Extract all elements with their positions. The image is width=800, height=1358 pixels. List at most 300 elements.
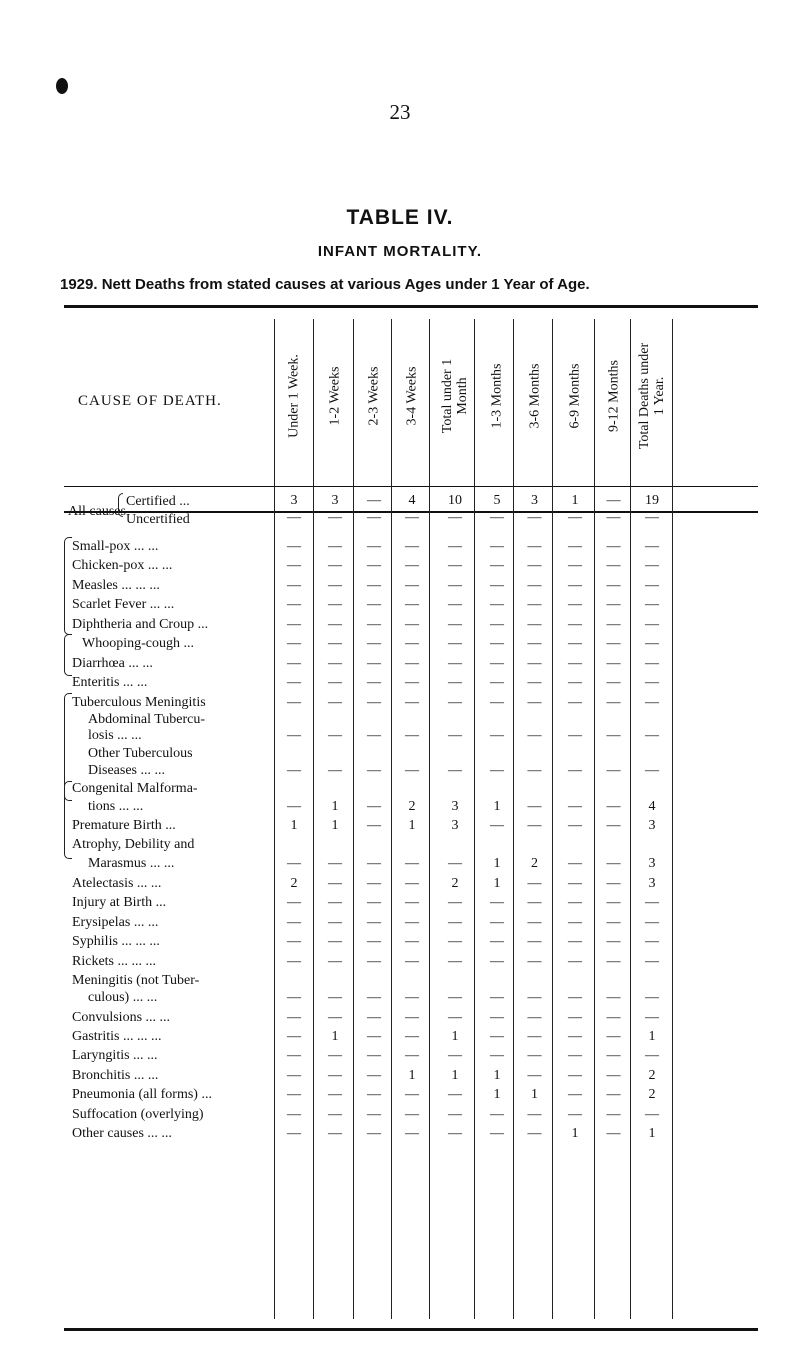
table-cell: — bbox=[328, 636, 342, 651]
row-label: Marasmus ... ... bbox=[88, 856, 175, 871]
column-header-text: 2-3 Weeks bbox=[366, 366, 382, 425]
table-cell: — bbox=[287, 1068, 301, 1083]
table-cell: 1 bbox=[648, 1029, 656, 1044]
table-cell: — bbox=[568, 675, 582, 690]
table-cell: — bbox=[568, 1010, 582, 1025]
all-causes-uncertified-cell: — bbox=[568, 510, 582, 525]
table-subtitle: INFANT MORTALITY. bbox=[317, 243, 483, 260]
table-cell: — bbox=[645, 695, 659, 710]
table-cell: — bbox=[367, 1048, 381, 1063]
table-cell: — bbox=[527, 990, 542, 1005]
group-brace bbox=[64, 634, 72, 676]
table-cell: — bbox=[568, 915, 582, 930]
table-cell: — bbox=[448, 675, 462, 690]
table-cell: — bbox=[367, 818, 381, 833]
row-label: Enteritis ... ... bbox=[72, 675, 148, 690]
table-cell: — bbox=[367, 763, 381, 778]
table-cell: — bbox=[490, 1010, 504, 1025]
row-label: Erysipelas ... ... bbox=[72, 915, 159, 930]
table-cell: 4 bbox=[648, 799, 656, 814]
table-cell: — bbox=[367, 597, 381, 612]
table-cell: — bbox=[405, 1048, 419, 1063]
table-cell: — bbox=[448, 934, 462, 949]
table-cell: 3 bbox=[648, 876, 656, 891]
table-cell: — bbox=[490, 915, 504, 930]
table-cell: — bbox=[448, 763, 462, 778]
column-header-3-4-weeks bbox=[397, 323, 427, 468]
table-cell: — bbox=[645, 728, 659, 743]
table-cell: — bbox=[490, 990, 504, 1005]
table-cell: — bbox=[328, 597, 342, 612]
table-cell: — bbox=[568, 799, 582, 814]
table-cell: — bbox=[287, 558, 301, 573]
table-cell: — bbox=[568, 597, 582, 612]
table-cell: — bbox=[287, 915, 301, 930]
table-cell: — bbox=[568, 1107, 582, 1122]
table-cell: — bbox=[405, 636, 419, 651]
column-header-6-9-months bbox=[560, 323, 590, 468]
table-cell: — bbox=[367, 1010, 381, 1025]
row-label: losis ... ... bbox=[88, 728, 142, 743]
all-causes-certified-cell: — bbox=[606, 493, 621, 508]
table-cell: — bbox=[645, 1048, 659, 1063]
table-cell: — bbox=[606, 539, 621, 554]
ink-blot bbox=[56, 78, 68, 94]
table-cell: — bbox=[405, 1087, 419, 1102]
group-brace bbox=[64, 537, 72, 635]
table-cell: — bbox=[448, 1107, 462, 1122]
table-cell: — bbox=[367, 539, 381, 554]
table-cell: — bbox=[490, 1029, 504, 1044]
column-header-text: 9-12 Months bbox=[606, 359, 621, 432]
table-cell: — bbox=[568, 578, 582, 593]
table-cell: — bbox=[527, 539, 542, 554]
all-causes-uncertified-cell: — bbox=[645, 510, 659, 525]
table-cell: 1 bbox=[493, 876, 501, 891]
table-cell: 2 bbox=[648, 1087, 656, 1102]
row-label: Premature Birth ... bbox=[72, 818, 176, 833]
table-cell: — bbox=[448, 728, 462, 743]
table-cell: — bbox=[568, 818, 582, 833]
table-cell: 3 bbox=[451, 818, 459, 833]
all-causes-uncertified-cell: — bbox=[490, 510, 504, 525]
table-cell: — bbox=[490, 728, 504, 743]
table-cell: — bbox=[287, 578, 301, 593]
table-cell: — bbox=[405, 895, 419, 910]
table-cell: — bbox=[448, 954, 462, 969]
column-header-text: 3-4 Weeks bbox=[404, 366, 420, 425]
table-cell: — bbox=[367, 934, 381, 949]
table-cell: — bbox=[287, 954, 301, 969]
column-header-1-2-weeks bbox=[320, 323, 350, 468]
table-cell: — bbox=[287, 728, 301, 743]
table-cell: — bbox=[568, 636, 582, 651]
table-cell: — bbox=[606, 695, 621, 710]
row-label: Small-pox ... ... bbox=[72, 539, 159, 554]
column-rule bbox=[594, 319, 595, 1319]
all-causes-uncertified-cell: — bbox=[606, 510, 621, 525]
table-cell: — bbox=[606, 1107, 621, 1122]
row-label: Congenital Malforma- bbox=[72, 781, 198, 796]
row-label: tions ... ... bbox=[88, 799, 144, 814]
table-cell: — bbox=[527, 1010, 542, 1025]
row-label: Whooping-cough ... bbox=[82, 636, 194, 651]
all-causes-uncertified-cell: — bbox=[328, 510, 342, 525]
table-cell: — bbox=[645, 954, 659, 969]
table-cell: — bbox=[367, 1126, 381, 1141]
table-cell: — bbox=[527, 728, 542, 743]
table-cell: — bbox=[645, 578, 659, 593]
table-cell: — bbox=[405, 876, 419, 891]
column-rule bbox=[630, 319, 631, 1319]
table-cell: 1 bbox=[331, 1029, 339, 1044]
row-label: Laryngitis ... ... bbox=[72, 1048, 158, 1063]
row-label: Pneumonia (all forms) ... bbox=[72, 1087, 212, 1102]
table-cell: — bbox=[367, 954, 381, 969]
table-bottom-rule bbox=[64, 1328, 758, 1331]
table-cell: 1 bbox=[408, 818, 416, 833]
table-cell: — bbox=[287, 695, 301, 710]
table-cell: — bbox=[287, 617, 301, 632]
table-cell: 1 bbox=[331, 818, 339, 833]
table-cell: — bbox=[568, 728, 582, 743]
all-causes-certified-cell: 10 bbox=[448, 493, 462, 508]
all-causes-certified-cell: 3 bbox=[531, 493, 538, 508]
row-label: Measles ... ... ... bbox=[72, 578, 160, 593]
row-label: Other causes ... ... bbox=[72, 1126, 172, 1141]
row-label: Atrophy, Debility and bbox=[72, 837, 195, 852]
table-cell: — bbox=[645, 915, 659, 930]
table-cell: — bbox=[405, 558, 419, 573]
table-cell: 1 bbox=[531, 1087, 538, 1102]
column-header-text: Under 1 Week. bbox=[286, 353, 302, 438]
row-label: Diarrhœa ... ... bbox=[72, 656, 153, 671]
table-cell: — bbox=[367, 656, 381, 671]
table-cell: — bbox=[448, 636, 462, 651]
table-cell: — bbox=[287, 597, 301, 612]
column-header-text: Total Deaths under 1 Year. bbox=[637, 342, 667, 449]
row-label: Chicken-pox ... ... bbox=[72, 558, 173, 573]
table-cell: 3 bbox=[648, 818, 656, 833]
table-cell: — bbox=[606, 1126, 621, 1141]
table-cell: 2 bbox=[648, 1068, 656, 1083]
table-cell: — bbox=[328, 728, 342, 743]
table-cell: — bbox=[448, 656, 462, 671]
table-cell: — bbox=[645, 763, 659, 778]
table-cell: 2 bbox=[290, 876, 298, 891]
table-cell: — bbox=[568, 1087, 582, 1102]
all-causes-certified-cell: 19 bbox=[645, 493, 659, 508]
table-cell: — bbox=[606, 597, 621, 612]
table-cell: — bbox=[405, 915, 419, 930]
table-cell: — bbox=[448, 1087, 462, 1102]
all-causes-certified-cell: 4 bbox=[408, 493, 416, 508]
all-causes-certified-cell: 3 bbox=[290, 493, 298, 508]
table-cell: — bbox=[328, 675, 342, 690]
group-brace bbox=[64, 781, 72, 859]
table-cell: — bbox=[645, 636, 659, 651]
page-number: 23 bbox=[389, 100, 411, 124]
all-causes-uncertified-cell: — bbox=[287, 510, 301, 525]
table-cell: — bbox=[490, 1107, 504, 1122]
table-cell: — bbox=[606, 915, 621, 930]
table-cell: — bbox=[328, 895, 342, 910]
table-cell: — bbox=[490, 1126, 504, 1141]
table-cell: 3 bbox=[648, 856, 656, 871]
table-cell: — bbox=[568, 695, 582, 710]
table-cell: — bbox=[448, 895, 462, 910]
column-rule bbox=[353, 319, 354, 1319]
all-causes-certified-cell: 5 bbox=[493, 493, 501, 508]
table-cell: — bbox=[568, 558, 582, 573]
table-cell: — bbox=[490, 636, 504, 651]
all-causes-certified-label: Certified ... bbox=[126, 494, 190, 509]
table-cell: 1 bbox=[571, 1126, 579, 1141]
table-cell: — bbox=[606, 876, 621, 891]
row-label: Atelectasis ... ... bbox=[72, 876, 162, 891]
table-cell: — bbox=[287, 1010, 301, 1025]
table-cell: 1 bbox=[493, 856, 501, 871]
table-cell: — bbox=[527, 558, 542, 573]
table-cell: — bbox=[328, 656, 342, 671]
table-cell: — bbox=[448, 990, 462, 1005]
table-cell: — bbox=[367, 558, 381, 573]
all-causes-uncertified-cell: — bbox=[367, 510, 381, 525]
table-cell: — bbox=[405, 597, 419, 612]
table-cell: — bbox=[645, 617, 659, 632]
row-label: Meningitis (not Tuber- bbox=[72, 973, 200, 988]
table-cell: — bbox=[367, 990, 381, 1005]
table-cell: — bbox=[490, 695, 504, 710]
table-cell: — bbox=[490, 617, 504, 632]
table-cell: — bbox=[527, 1068, 542, 1083]
table-cell: — bbox=[490, 818, 504, 833]
table-cell: — bbox=[527, 934, 542, 949]
table-cell: — bbox=[287, 675, 301, 690]
table-cell: — bbox=[367, 1068, 381, 1083]
column-header-total-under-1-month bbox=[440, 323, 470, 468]
table-cell: — bbox=[287, 1087, 301, 1102]
table-cell: — bbox=[328, 1068, 342, 1083]
table-cell: — bbox=[568, 1048, 582, 1063]
column-header-total-deaths-under-1-year bbox=[637, 323, 667, 468]
table-cell: — bbox=[568, 895, 582, 910]
all-causes-certified-cell: 1 bbox=[571, 493, 579, 508]
table-cell: — bbox=[328, 1126, 342, 1141]
table-cell: — bbox=[448, 695, 462, 710]
table-cell: — bbox=[568, 763, 582, 778]
table-cell: — bbox=[328, 1048, 342, 1063]
table-cell: — bbox=[645, 934, 659, 949]
table-cell: — bbox=[527, 895, 542, 910]
table-cell: — bbox=[287, 990, 301, 1005]
table-cell: 1 bbox=[451, 1029, 459, 1044]
table-cell: — bbox=[568, 876, 582, 891]
table-cell: — bbox=[287, 1126, 301, 1141]
column-header-2-3-weeks bbox=[359, 323, 389, 468]
table-cell: — bbox=[606, 818, 621, 833]
row-label: Diseases ... ... bbox=[88, 763, 165, 778]
table-cell: — bbox=[287, 934, 301, 949]
row-label: Convulsions ... ... bbox=[72, 1010, 171, 1025]
row-label: Scarlet Fever ... ... bbox=[72, 597, 175, 612]
table-cell: — bbox=[405, 1107, 419, 1122]
table-top-rule bbox=[64, 305, 758, 308]
table-cell: — bbox=[527, 617, 542, 632]
table-cell: — bbox=[367, 1087, 381, 1102]
table-cell: — bbox=[367, 915, 381, 930]
table-cell: 1 bbox=[493, 1087, 501, 1102]
row-label: Gastritis ... ... ... bbox=[72, 1029, 162, 1044]
column-header-text: Total under 1 Month bbox=[440, 358, 470, 433]
table-cell: — bbox=[606, 636, 621, 651]
all-causes-uncertified-label: Uncertified bbox=[126, 512, 190, 527]
row-label: Syphilis ... ... ... bbox=[72, 934, 160, 949]
table-cell: — bbox=[490, 763, 504, 778]
table-cell: — bbox=[527, 1029, 542, 1044]
table-cell: — bbox=[568, 954, 582, 969]
table-cell: — bbox=[645, 1010, 659, 1025]
table-cell: — bbox=[405, 763, 419, 778]
table-cell: — bbox=[568, 856, 582, 871]
table-note: 1929. Nett Deaths from stated causes at various Ages under 1 Year of Age. bbox=[60, 276, 590, 293]
table-cell: — bbox=[367, 799, 381, 814]
table-cell: — bbox=[448, 1010, 462, 1025]
row-label: Abdominal Tubercu- bbox=[88, 712, 206, 727]
table-cell: — bbox=[527, 695, 542, 710]
table-cell: — bbox=[490, 656, 504, 671]
table-cell: — bbox=[568, 617, 582, 632]
table-cell: — bbox=[328, 876, 342, 891]
table-cell: — bbox=[287, 636, 301, 651]
table-cell: — bbox=[367, 728, 381, 743]
all-causes-uncertified-cell: — bbox=[405, 510, 419, 525]
table-cell: — bbox=[606, 895, 621, 910]
table-cell: — bbox=[568, 1068, 582, 1083]
table-cell: — bbox=[367, 1029, 381, 1044]
table-cell: — bbox=[328, 558, 342, 573]
table-cell: — bbox=[527, 876, 542, 891]
table-cell: — bbox=[568, 539, 582, 554]
table-cell: — bbox=[606, 1087, 621, 1102]
table-cell: — bbox=[490, 539, 504, 554]
table-cell: — bbox=[328, 695, 342, 710]
table-cell: — bbox=[287, 656, 301, 671]
column-header-text: 1-3 Months bbox=[489, 363, 505, 428]
table-cell: — bbox=[328, 990, 342, 1005]
column-rule bbox=[313, 319, 314, 1319]
table-cell: — bbox=[645, 990, 659, 1005]
table-cell: — bbox=[645, 895, 659, 910]
row-label: Rickets ... ... ... bbox=[72, 954, 156, 969]
table-cell: — bbox=[645, 1107, 659, 1122]
table-cell: — bbox=[405, 656, 419, 671]
table-cell: 2 bbox=[531, 856, 538, 871]
row-label: Tuberculous Meningitis bbox=[72, 695, 206, 710]
table-cell: — bbox=[367, 636, 381, 651]
table-cell: — bbox=[448, 1048, 462, 1063]
table-cell: — bbox=[527, 763, 542, 778]
table-cell: — bbox=[367, 695, 381, 710]
column-header-1-3-months bbox=[482, 323, 512, 468]
table-cell: — bbox=[328, 763, 342, 778]
table-cell: 3 bbox=[451, 799, 459, 814]
table-cell: — bbox=[606, 954, 621, 969]
table-cell: — bbox=[527, 954, 542, 969]
table-cell: 1 bbox=[451, 1068, 459, 1083]
row-label: culous) ... ... bbox=[88, 990, 158, 1005]
table-cell: — bbox=[448, 539, 462, 554]
table-cell: — bbox=[606, 763, 621, 778]
column-header-9-12-months bbox=[599, 323, 629, 468]
table-cell: — bbox=[527, 656, 542, 671]
table-cell: — bbox=[328, 539, 342, 554]
table-cell: 1 bbox=[648, 1126, 656, 1141]
table-cell: — bbox=[490, 675, 504, 690]
table-cell: — bbox=[606, 990, 621, 1005]
table-cell: — bbox=[606, 578, 621, 593]
table-cell: — bbox=[527, 915, 542, 930]
all-causes-certified-cell: 3 bbox=[331, 493, 339, 508]
table-cell: — bbox=[328, 1087, 342, 1102]
table-cell: — bbox=[606, 675, 621, 690]
table-cell: — bbox=[287, 539, 301, 554]
table-cell: — bbox=[287, 799, 301, 814]
table-cell: — bbox=[405, 990, 419, 1005]
table-cell: — bbox=[328, 578, 342, 593]
table-cell: — bbox=[568, 1029, 582, 1044]
row-label: Injury at Birth ... bbox=[72, 895, 167, 910]
table-cell: 2 bbox=[451, 876, 459, 891]
table-cell: — bbox=[527, 597, 542, 612]
table-cell: — bbox=[405, 1126, 419, 1141]
table-cell: — bbox=[448, 558, 462, 573]
table-cell: — bbox=[645, 675, 659, 690]
table-cell: — bbox=[405, 539, 419, 554]
table-cell: — bbox=[568, 656, 582, 671]
table-cell: — bbox=[367, 675, 381, 690]
table-cell: — bbox=[645, 656, 659, 671]
table-cell: — bbox=[405, 934, 419, 949]
table-cell: — bbox=[490, 578, 504, 593]
table-cell: — bbox=[527, 799, 542, 814]
table-cell: — bbox=[490, 895, 504, 910]
row-label: Diphtheria and Croup ... bbox=[72, 617, 209, 632]
row-label: Suffocation (overlying) bbox=[72, 1107, 204, 1122]
mortality-table bbox=[64, 305, 758, 1333]
all-causes-certified-cell: — bbox=[367, 493, 381, 508]
table-cell: — bbox=[606, 1048, 621, 1063]
cause-of-death-header: CAUSE OF DEATH. bbox=[78, 393, 222, 409]
table-cell: — bbox=[527, 636, 542, 651]
table-cell: — bbox=[527, 1048, 542, 1063]
table-cell: — bbox=[448, 1126, 462, 1141]
table-cell: — bbox=[568, 934, 582, 949]
table-cell: — bbox=[328, 856, 342, 871]
all-causes-uncertified-cell: — bbox=[527, 510, 542, 525]
table-cell: — bbox=[527, 818, 542, 833]
table-cell: — bbox=[287, 763, 301, 778]
table-cell: — bbox=[367, 617, 381, 632]
table-cell: — bbox=[606, 1029, 621, 1044]
table-cell: — bbox=[606, 558, 621, 573]
table-cell: — bbox=[405, 675, 419, 690]
table-cell: — bbox=[606, 617, 621, 632]
table-cell: — bbox=[490, 597, 504, 612]
all-causes-uncertified-cell: — bbox=[448, 510, 462, 525]
table-cell: — bbox=[367, 578, 381, 593]
table-cell: 2 bbox=[408, 799, 416, 814]
